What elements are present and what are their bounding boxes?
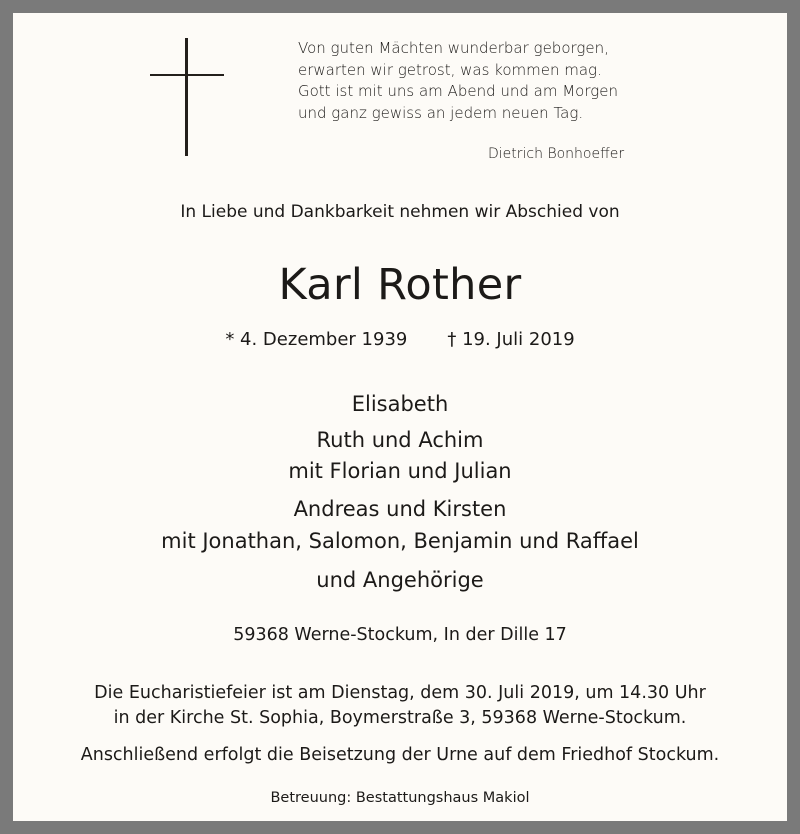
mourner-line: Andreas und Kirsten bbox=[293, 497, 507, 521]
poem-line: Von guten Mächten wunderbar geborgen, bbox=[298, 39, 609, 57]
birth-date: * 4. Dezember 1939 bbox=[225, 329, 408, 350]
family-address: 59368 Werne-Stockum, In der Dille 17 bbox=[233, 625, 567, 645]
death-date: † 19. Juli 2019 bbox=[447, 329, 575, 350]
poem-line: Gott ist mit uns am Abend und am Morgen bbox=[298, 82, 619, 100]
mourner-line: Elisabeth bbox=[351, 392, 449, 416]
poem-line: und ganz gewiss an jedem neuen Tag. bbox=[298, 103, 584, 122]
intro-text: In Liebe und Dankbarkeit nehmen wir Abschied von bbox=[180, 202, 620, 222]
funeral-home-note: Betreuung: Bestattungshaus Makiol bbox=[270, 790, 530, 806]
service-line: Anschließend erfolgt die Beisetzung der Urne auf dem Friedhof Stockum. bbox=[80, 745, 720, 765]
mourner-line: mit Florian und Julian bbox=[288, 459, 512, 483]
service-line: Die Eucharistiefeier ist am Dienstag, dem 30. Juli 2019, um 14.30 Uhr bbox=[94, 683, 706, 703]
poem-author: Dietrich Bonhoeffer bbox=[488, 146, 625, 162]
mourner-line: mit Jonathan, Salomon, Benjamin und Raffael bbox=[161, 529, 639, 553]
poem-quote bbox=[298, 38, 698, 162]
cross-icon bbox=[150, 38, 224, 156]
obituary-card bbox=[13, 13, 787, 821]
deceased-name: Karl Rother bbox=[278, 260, 522, 310]
life-dates bbox=[13, 329, 787, 350]
poem-line: erwarten wir getrost, was kommen mag. bbox=[298, 60, 602, 79]
mourner-line: Ruth und Achim bbox=[316, 428, 484, 452]
service-line: in der Kirche St. Sophia, Boymerstraße 3, 59368 Werne-Stockum. bbox=[113, 708, 687, 728]
mourner-line: und Angehörige bbox=[316, 568, 484, 592]
